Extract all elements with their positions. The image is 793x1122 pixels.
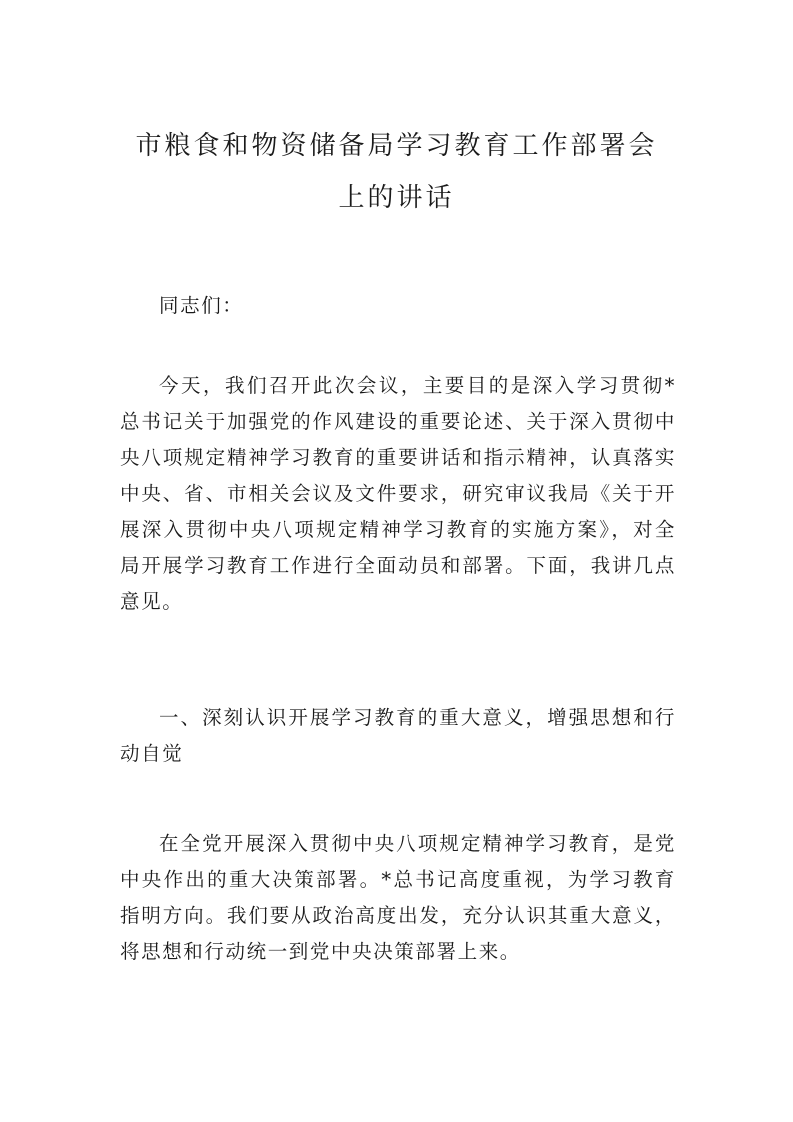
document-title	[120, 120, 673, 224]
greeting: 同志们：	[159, 294, 244, 317]
title-line-2: 上的讲话	[338, 183, 455, 213]
section-heading-1: 一、深刻认识开展学习教育的重大意义，增强思想和行动自觉	[120, 706, 676, 765]
paragraph-intro: 今天，我们召开此次会议，主要目的是深入学习贯彻*总书记关于加强党的作风建设的重要论述、关于深入贯彻中央八项规定精神学习教育的重要讲话和指示精神，认真落实中央、省、市相关会议及文件要求，研究审议我局《关于开展深入贯彻中央八项规定精神学习教育的实施方案》，对全局开展学习教育工作进行全面动员和部署。下面，我讲几点意见。	[120, 374, 676, 613]
title-line-1: 市粮食和物资储备局学习教育工作部署会	[135, 131, 658, 161]
paragraph-section-1: 在全党开展深入贯彻中央八项规定精神学习教育，是党中央作出的重大决策部署。*总书记高度重视，为学习教育指明方向。我们要从政治高度出发，充分认识其重大意义，将思想和行动统一到党中央决策部署上来。	[120, 832, 676, 963]
